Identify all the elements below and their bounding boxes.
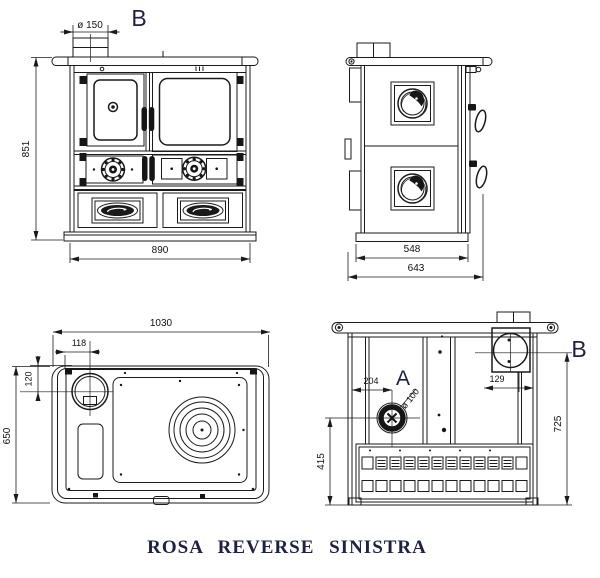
door-handle-right: [149, 107, 155, 131]
firebox-door: [87, 74, 144, 146]
label-front-b: B: [131, 5, 147, 31]
oven-door-window: [160, 79, 231, 146]
oven-door: [153, 73, 238, 152]
rear-vent-grille: [356, 444, 533, 502]
top-shelf: [78, 424, 103, 479]
dim-top-depth: 650: [2, 427, 13, 445]
dim-rear-flue-height: 725: [553, 415, 564, 433]
dim-side-overall-depth: 643: [407, 263, 425, 274]
front-view: [21, 5, 258, 263]
side-medallion-top: [391, 82, 434, 125]
side-view: [345, 43, 492, 281]
drawer-right-medallion: [178, 198, 229, 223]
dim-rear-intake-offset: 204: [363, 376, 379, 386]
air-control-rosette-right: [183, 157, 206, 180]
dim-front-flue-diameter: ø 150: [77, 20, 103, 31]
door-handle-left: [142, 107, 148, 131]
dim-top-overall-width: 1030: [149, 318, 173, 329]
rear-chimney: [497, 312, 530, 323]
drawer-left-medallion: [92, 198, 143, 223]
dim-rear-intake-diameter: ø 100: [399, 386, 422, 411]
label-rear-a: A: [395, 367, 411, 390]
dim-front-width: 890: [151, 245, 169, 256]
dim-top-flue-offset-x: 118: [71, 338, 87, 348]
label-rear-b: B: [571, 336, 587, 362]
air-control-rosette-left: [102, 158, 125, 181]
side-plinth: [356, 233, 468, 242]
top-plate: [66, 370, 256, 491]
front-chimney: [73, 34, 108, 62]
side-medallion-bottom: [391, 167, 434, 210]
rear-view: [316, 312, 587, 505]
dim-front-height: 851: [21, 140, 32, 158]
side-handle-bottom: [474, 165, 488, 189]
side-worktop: [346, 58, 492, 66]
side-handle-top: [473, 109, 487, 133]
front-plinth: [64, 232, 256, 241]
rear-flue-channel: [423, 335, 455, 444]
drawing-title: ROSA REVERSE SINISTRA: [147, 537, 427, 558]
top-view: [2, 318, 270, 505]
side-chimney: [357, 43, 390, 58]
dim-rear-intake-height: 415: [316, 453, 327, 470]
front-worktop: [52, 51, 258, 66]
hotplate-rings: [169, 397, 235, 463]
dim-rear-flue-offset: 129: [489, 374, 505, 384]
rear-flue-outlet-b: [492, 328, 530, 372]
dim-top-flue-offset-y: 120: [23, 371, 34, 387]
dim-side-body-depth: 548: [403, 244, 421, 255]
